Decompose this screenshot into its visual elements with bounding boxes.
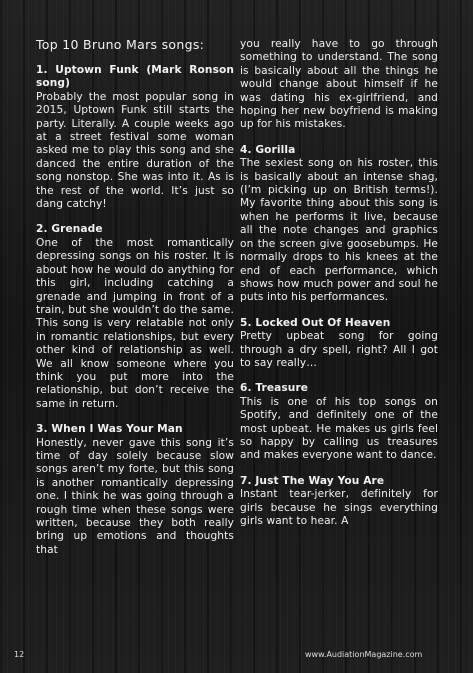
song-body: Honestly, never gave this song it’s time of day solely because slow songs aren’t my forte, but this song is another romantically depressing one. I think he was going through a rough time when these songs were written, because they both really bring up emotions and thoughts that — [36, 436, 234, 556]
right-column — [240, 38, 438, 540]
song-title: 5. Locked Out Of Heaven — [240, 316, 391, 329]
continued-paragraph: you really have to go through something to understand. The song is basically about all the things he would change about himself if he was dating his ex-girlfriend, and hoping her new boyfriend is making up for his mistakes. — [240, 38, 438, 131]
footer-url[interactable]: www.AudiationMagazine.com — [305, 650, 423, 659]
song-title: 6. Treasure — [240, 382, 309, 395]
song-body: This is one of his top songs on Spotify, and definitely one of the most upbeat. He makes us girls feel so happy by calling us treasures and makes everyone want to dance. — [240, 395, 438, 462]
song-entry — [36, 64, 234, 211]
song-body: Instant tear-jerker, definitely for girls because he sings everything girls want to hear. A — [240, 488, 438, 527]
song-entry — [240, 317, 438, 371]
song-title: 1. Uptown Funk (Mark Ronson song) — [36, 64, 234, 90]
song-title: 2. Grenade — [36, 223, 103, 236]
song-entry — [240, 382, 438, 462]
song-title: 3. When I Was Your Man — [36, 423, 183, 436]
song-title: 7. Just The Way You Are — [240, 474, 385, 487]
song-body: One of the most romantically depressing songs on his roster. It is about how he would do anything for this girl, including catching a grenade and jumping in front of a train, but she wouldn’t do the same. This song is very relatable not only in romantic relationships, but every other kind of relationship as well. We all know someone where you think you put more into the relationship, but don’t receive the same in return. — [36, 236, 234, 410]
song-entry — [36, 423, 234, 557]
song-title: 4. Gorilla — [240, 143, 296, 156]
page-number: 12 — [14, 650, 25, 659]
article-title: Top 10 Bruno Mars songs: — [36, 37, 205, 52]
song-body: Probably the most popular song in 2015, Uptown Funk still starts the party. Literally. A couple weeks ago at a street festival some woman asked me to play this song and she danced the entire duration of the song nonstop. She was into it. As is the rest of the world. It’s just so dang catchy! — [36, 90, 234, 211]
song-body: Pretty upbeat song for going through a dry spell, right? All I got to say really… — [240, 330, 438, 369]
song-body: The sexiest song on his roster, this is basically about an intense shag, (I’m picking up on British terms!). My favorite thing about this song is when he performs it live, because all the note changes and graphics on the screen give goosebumps. He normally drops to his knees at the end of each performance, which shows how much power and soul he puts into his performances. — [240, 157, 438, 304]
song-entry — [36, 223, 234, 411]
song-entry — [240, 144, 438, 305]
song-entry — [240, 475, 438, 529]
left-column — [36, 36, 234, 569]
